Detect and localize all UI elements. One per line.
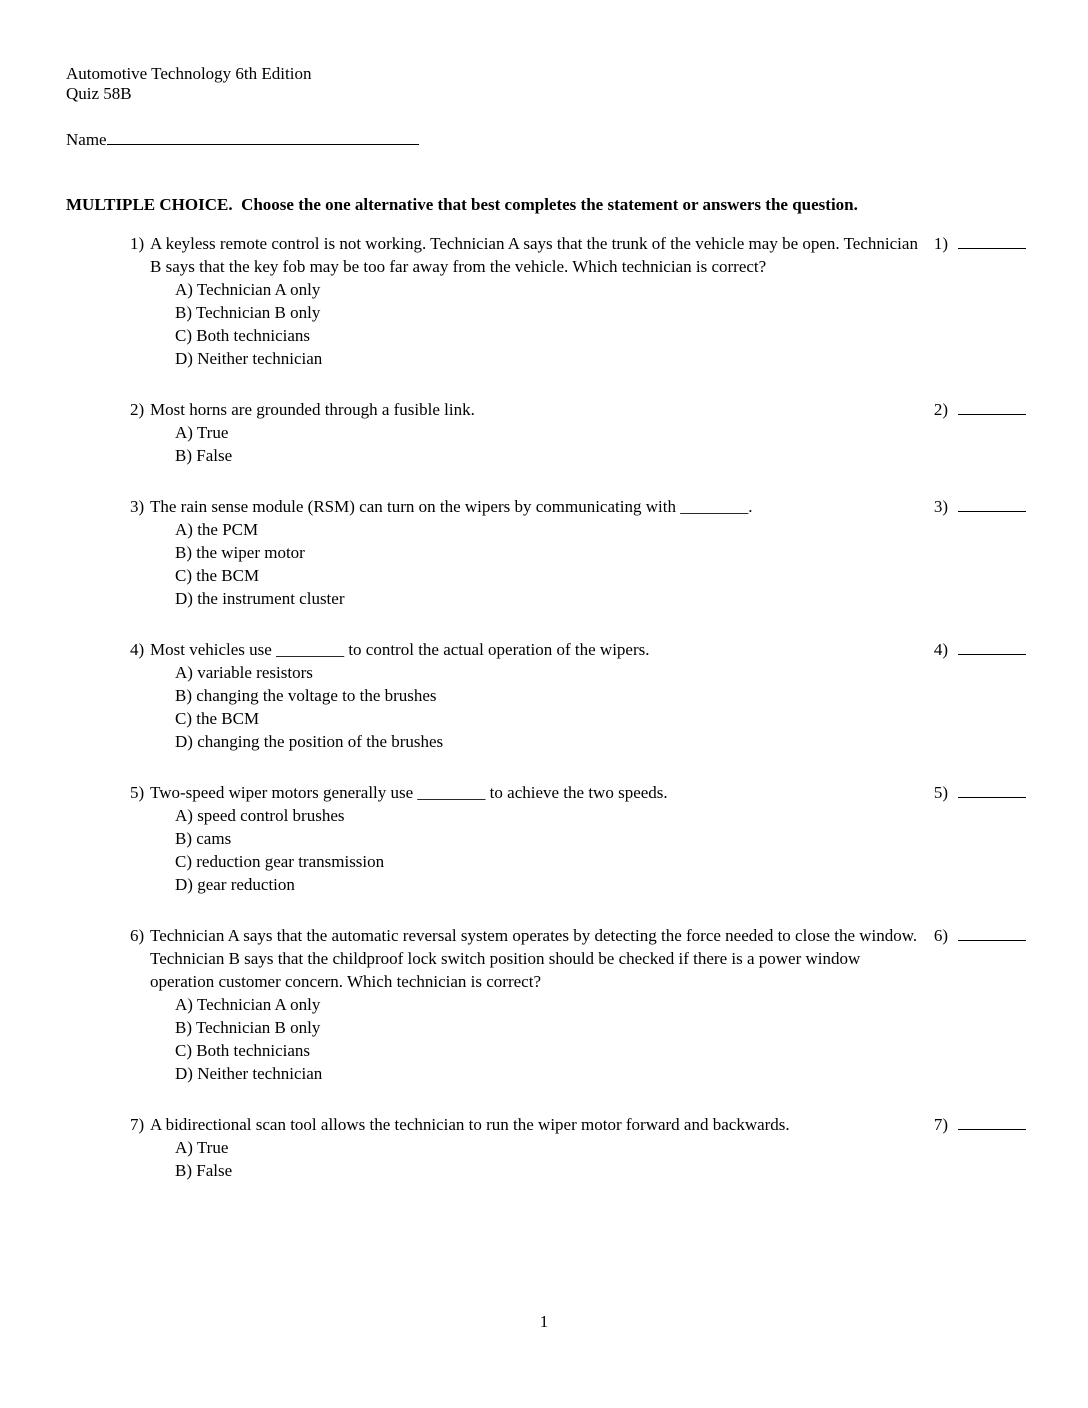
question-5 bbox=[130, 781, 1026, 896]
choice-d: D) Neither technician bbox=[175, 1064, 323, 1083]
question-number: 6) bbox=[130, 926, 145, 945]
quiz-number: Quiz 58B bbox=[66, 84, 132, 103]
name-label: Name bbox=[66, 130, 107, 149]
choice-b: B) False bbox=[175, 446, 233, 465]
instructions: MULTIPLE CHOICE. Choose the one alternative that best completes the statement or answers the question. bbox=[66, 195, 858, 214]
answer-area bbox=[928, 781, 1026, 804]
choice-b: B) the wiper motor bbox=[175, 543, 305, 562]
answer-number: 6) bbox=[933, 926, 948, 945]
choices bbox=[175, 993, 1026, 1085]
choice-a: A) speed control brushes bbox=[175, 806, 345, 825]
question-number: 7) bbox=[130, 1115, 145, 1134]
choices bbox=[175, 1136, 1026, 1182]
answer-area bbox=[928, 495, 1026, 518]
choice-d: D) the instrument cluster bbox=[175, 589, 345, 608]
answer-number: 1) bbox=[933, 234, 948, 253]
choice-a: A) the PCM bbox=[175, 520, 259, 539]
answer-blank[interactable] bbox=[958, 498, 1026, 512]
name-blank[interactable] bbox=[107, 131, 419, 145]
question-text: A bidirectional scan tool allows the technician to run the wiper motor forward and backwards. bbox=[150, 1115, 790, 1134]
choice-d: D) gear reduction bbox=[175, 875, 295, 894]
question-number: 2) bbox=[130, 400, 145, 419]
choices bbox=[175, 278, 1026, 370]
answer-blank[interactable] bbox=[958, 235, 1026, 249]
answer-number: 3) bbox=[933, 497, 948, 516]
choice-d: D) Neither technician bbox=[175, 349, 323, 368]
question-text: Technician A says that the automatic reversal system operates by detecting the force needed to close the window. Technician B says that the childproof lock switch position should be checked if there is a power window operation customer concern. Which technician is correct? bbox=[150, 926, 918, 991]
question-number: 3) bbox=[130, 497, 145, 516]
question-7 bbox=[130, 1113, 1026, 1182]
question-text: The rain sense module (RSM) can turn on the wipers by communicating with ________. bbox=[150, 497, 753, 516]
choice-a: A) True bbox=[175, 1138, 229, 1157]
question-6 bbox=[130, 924, 1026, 1085]
answer-blank[interactable] bbox=[958, 641, 1026, 655]
answer-blank[interactable] bbox=[958, 927, 1026, 941]
choices bbox=[175, 804, 1026, 896]
choice-a: A) variable resistors bbox=[175, 663, 313, 682]
document-title: Automotive Technology 6th Edition bbox=[66, 64, 312, 83]
question-4 bbox=[130, 638, 1026, 753]
answer-area bbox=[928, 638, 1026, 661]
choices bbox=[175, 518, 1026, 610]
choice-b: B) cams bbox=[175, 829, 232, 848]
choices bbox=[175, 661, 1026, 753]
choice-b: B) Technician B only bbox=[175, 303, 321, 322]
question-1 bbox=[130, 232, 1026, 370]
choice-c: C) reduction gear transmission bbox=[175, 852, 385, 871]
answer-area bbox=[928, 1113, 1026, 1136]
answer-number: 5) bbox=[933, 783, 948, 802]
answer-number: 2) bbox=[933, 400, 948, 419]
question-text: Most vehicles use ________ to control the actual operation of the wipers. bbox=[150, 640, 650, 659]
choice-c: C) the BCM bbox=[175, 566, 260, 585]
choice-c: C) Both technicians bbox=[175, 1041, 311, 1060]
question-2 bbox=[130, 398, 1026, 467]
choice-a: A) Technician A only bbox=[175, 280, 321, 299]
answer-blank[interactable] bbox=[958, 1116, 1026, 1130]
choice-a: A) True bbox=[175, 423, 229, 442]
choice-c: C) Both technicians bbox=[175, 326, 311, 345]
answer-number: 4) bbox=[933, 640, 948, 659]
name-row bbox=[66, 128, 1026, 151]
question-text: Most horns are grounded through a fusible link. bbox=[150, 400, 475, 419]
choice-b: B) False bbox=[175, 1161, 233, 1180]
answer-area bbox=[928, 232, 1026, 255]
question-text: Two-speed wiper motors generally use ________ to achieve the two speeds. bbox=[150, 783, 668, 802]
choice-b: B) changing the voltage to the brushes bbox=[175, 686, 437, 705]
answer-area bbox=[928, 398, 1026, 421]
answer-area bbox=[928, 924, 1026, 947]
question-3 bbox=[130, 495, 1026, 610]
question-number: 4) bbox=[130, 640, 145, 659]
answer-blank[interactable] bbox=[958, 401, 1026, 415]
choice-b: B) Technician B only bbox=[175, 1018, 321, 1037]
choice-d: D) changing the position of the brushes bbox=[175, 732, 444, 751]
answer-blank[interactable] bbox=[958, 784, 1026, 798]
choice-c: C) the BCM bbox=[175, 709, 260, 728]
choice-a: A) Technician A only bbox=[175, 995, 321, 1014]
question-number: 1) bbox=[130, 234, 145, 253]
question-number: 5) bbox=[130, 783, 145, 802]
page-number: 1 bbox=[539, 1312, 549, 1331]
choices bbox=[175, 421, 1026, 467]
question-text: A keyless remote control is not working. Technician A says that the trunk of the vehicle may be open. Technician B says that the key fob may be too far away from the vehicle. Which technician is correct? bbox=[150, 234, 918, 276]
document-header bbox=[66, 64, 1026, 104]
answer-number: 7) bbox=[933, 1115, 948, 1134]
